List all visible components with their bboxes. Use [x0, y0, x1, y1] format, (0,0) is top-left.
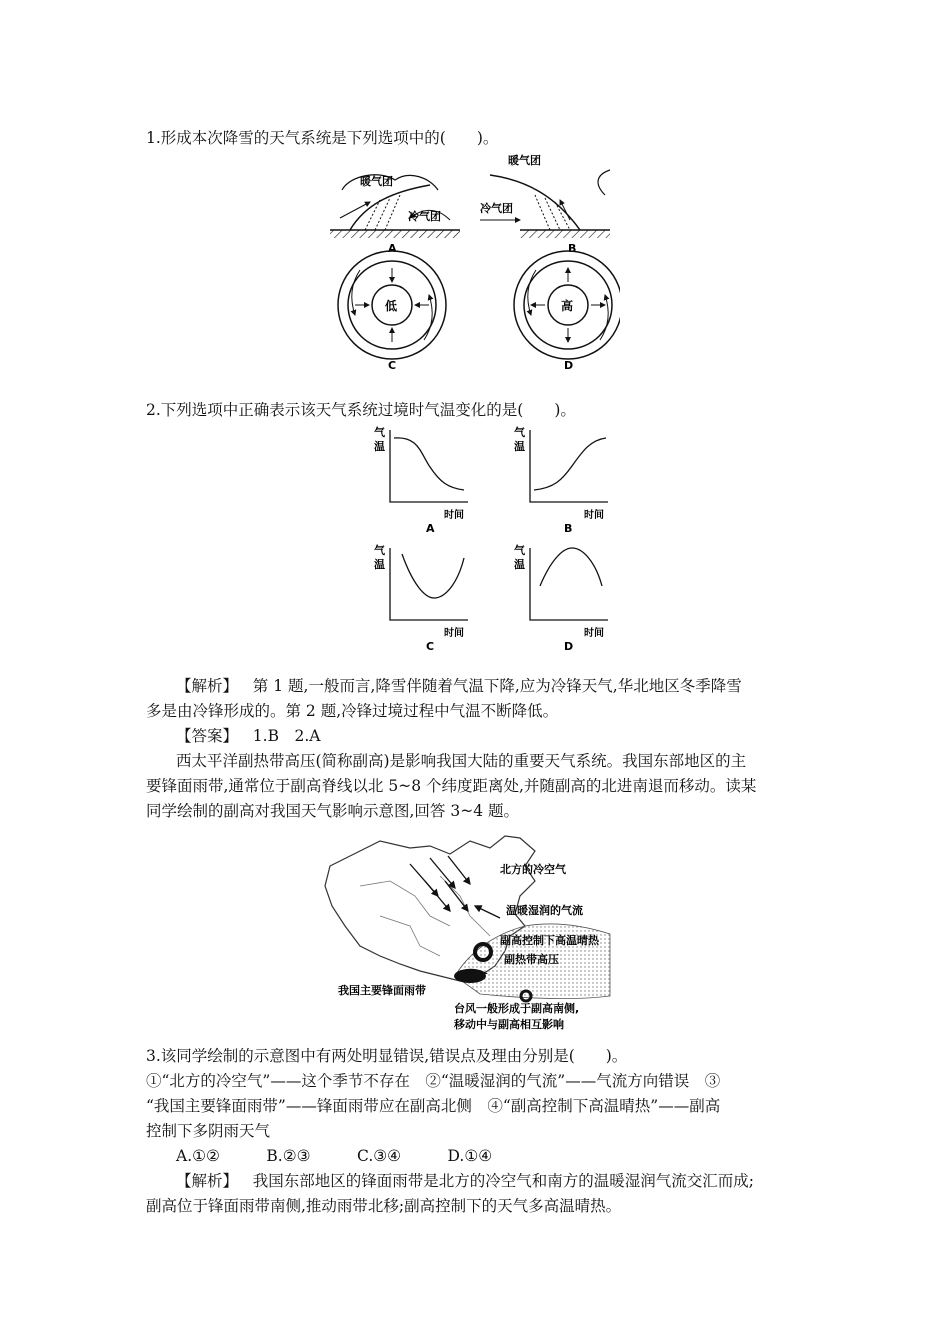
front-diagram-b — [480, 153, 610, 255]
intro-line2: 要锋面雨带,通常位于副高脊线以北 5~8 个纬度距离处,并随副高的北进南退而移动。读某 — [146, 777, 757, 795]
svg-text:时间: 时间 — [444, 510, 464, 521]
svg-text:C: C — [426, 640, 435, 653]
svg-text:时间: 时间 — [444, 628, 464, 639]
svg-text:气: 气 — [514, 426, 525, 439]
cyclone-diagram-c — [338, 251, 446, 372]
svg-text:温: 温 — [514, 558, 525, 571]
subtropical-high-map — [320, 826, 640, 1032]
q2-stem: 2.下列选项中正确表示该天气系统过境时气温变化的是( )。 — [146, 401, 576, 419]
fig-b-warm: 暖气团 — [508, 154, 541, 167]
q3-options-2: “我国主要锋面雨带”——锋面雨带应在副高北侧 ④“副高控制下高温晴热”——副高 — [146, 1097, 721, 1115]
fig-a-cold: 冷气团 — [408, 210, 441, 223]
front-diagram-a — [330, 174, 460, 255]
fig-label-b: B — [568, 242, 577, 255]
analysis3-line2: 副高位于锋面雨带南侧,推动雨带北移;副高控制下的天气多高温晴热。 — [146, 1197, 622, 1215]
svg-text:温: 温 — [374, 558, 385, 571]
fig-label-c: C — [388, 359, 397, 372]
map-typhoon-1: 台风一般形成于副高南侧, — [454, 1002, 580, 1015]
q3-stem: 3.该同学绘制的示意图中有两处明显错误,错误点及理由分别是( )。 — [146, 1047, 628, 1065]
answer1: 【答案】 1.B 2.A — [176, 727, 321, 745]
analysis3-line1: 【解析】 我国东部地区的锋面雨带是北方的冷空气和南方的温暖湿润气流交汇而成; — [176, 1172, 755, 1190]
fig-b-cold: 冷气团 — [480, 202, 513, 215]
map-subhigh-heat: 副高控制下高温晴热 — [500, 934, 599, 947]
temp-graph-b — [514, 425, 608, 535]
svg-text:D: D — [564, 640, 574, 653]
svg-text:温: 温 — [374, 440, 385, 453]
fig-low: 低 — [385, 299, 398, 313]
svg-text:气: 气 — [374, 426, 385, 439]
map-subhigh: 副热带高压 — [504, 953, 559, 966]
q3-choices: A.①② B.②③ C.③④ D.①④ — [176, 1147, 493, 1165]
fig-a-warm: 暖气团 — [360, 175, 393, 188]
analysis1-line2: 多是由冷锋形成的。第 2 题,冷锋过境过程中气温不断降低。 — [146, 702, 559, 720]
map-cold-air: 北方的冷空气 — [500, 863, 566, 876]
svg-text:温: 温 — [514, 440, 525, 453]
svg-text:A: A — [426, 522, 435, 535]
fig-high: 高 — [561, 299, 574, 313]
temp-graph-c — [374, 543, 468, 653]
intro-line3: 同学绘制的副高对我国天气影响示意图,回答 3~4 题。 — [146, 802, 519, 820]
map-typhoon-2: 移动中与副高相互影响 — [454, 1018, 564, 1031]
q2-figure — [368, 422, 618, 654]
svg-text:时间: 时间 — [584, 510, 604, 521]
svg-text:气: 气 — [514, 544, 525, 557]
q1-stem: 1.形成本次降雪的天气系统是下列选项中的( )。 — [146, 129, 499, 147]
fig-label-a: A — [388, 242, 397, 255]
q3-options-1: ①“北方的冷空气”——这个季节不存在 ②“温暖湿润的气流”——气流方向错误 ③ — [146, 1072, 721, 1090]
map-rainbelt: 我国主要锋面雨带 — [338, 984, 426, 997]
analysis1-line1: 【解析】 第 1 题,一般而言,降雪伴随着气温下降,应为冷锋天气,华北地区冬季降雪 — [176, 677, 742, 695]
map-warm-flow: 温暖湿润的气流 — [506, 904, 583, 917]
svg-text:B: B — [564, 522, 573, 535]
temp-graph-a — [374, 425, 468, 535]
fig-label-d: D — [564, 359, 574, 372]
temp-graph-d — [514, 543, 608, 653]
svg-text:时间: 时间 — [584, 628, 604, 639]
anticyclone-diagram-d — [514, 251, 620, 372]
intro-line1: 西太平洋副热带高压(简称副高)是影响我国大陆的重要天气系统。我国东部地区的主 — [176, 752, 747, 770]
q3-options-3: 控制下多阴雨天气 — [146, 1122, 271, 1140]
q1-figure — [320, 150, 620, 372]
svg-text:气: 气 — [374, 544, 385, 557]
